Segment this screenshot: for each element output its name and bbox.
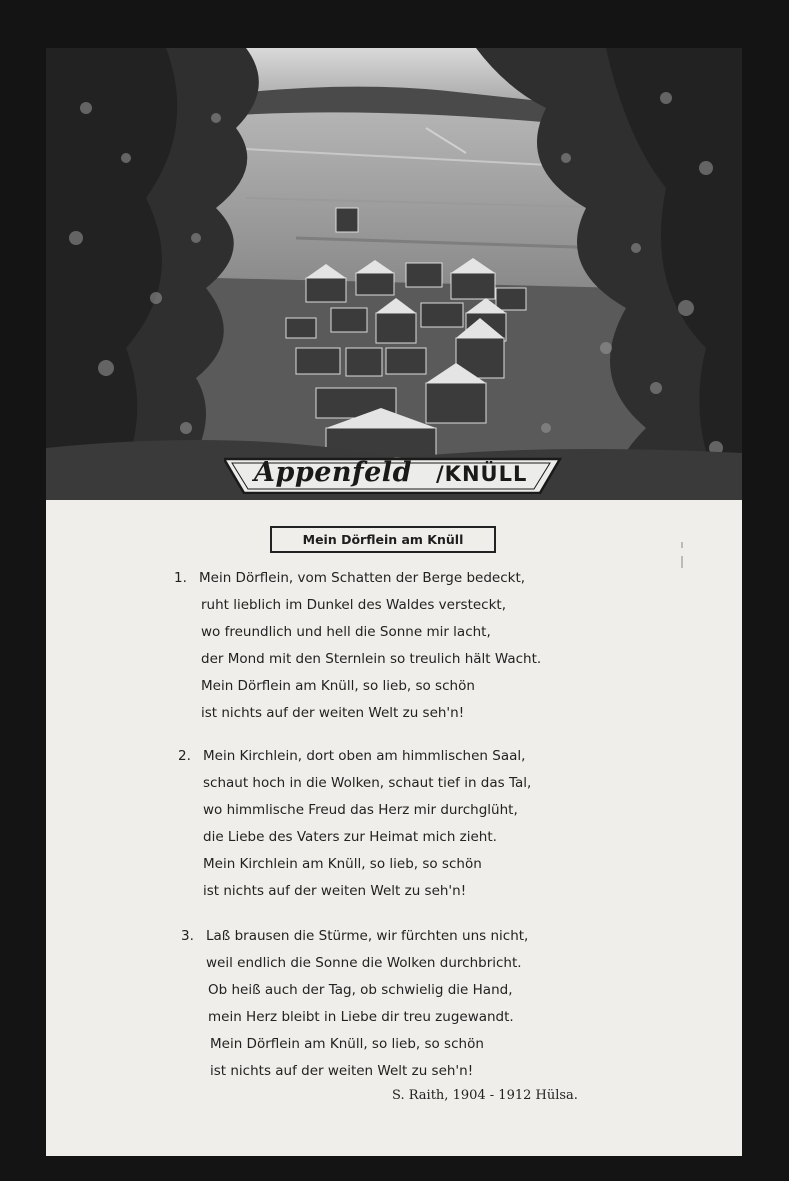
verse-line: Mein Dörflein am Knüll, so lieb, so schön	[210, 1036, 484, 1052]
verse-line: die Liebe des Vaters zur Heimat mich zieht.	[203, 829, 497, 845]
verse-line: Mein Kirchlein, dort oben am himmlischen Saal,	[203, 748, 526, 764]
stanza-number: 1.	[174, 570, 187, 586]
verse-line: ist nichts auf der weiten Welt zu seh'n!	[203, 883, 467, 899]
author-credit: S. Raith, 1904 - 1912 Hülsa.	[392, 1088, 578, 1103]
banner-separator: /	[436, 462, 445, 486]
banner-region-name: KNÜLL	[444, 462, 528, 486]
verse-line: Mein Dörflein, vom Schatten der Berge bedeckt,	[199, 570, 526, 586]
verse-line: weil endlich die Sonne die Wolken durchbricht.	[206, 955, 522, 971]
song-title: Mein Dörflein am Knüll	[270, 526, 496, 553]
stanza-number: 2.	[178, 748, 191, 764]
postcard	[46, 48, 742, 1156]
verse-line: ist nichts auf der weiten Welt zu seh'n!	[210, 1063, 474, 1079]
verse-line: Ob heiß auch der Tag, ob schwielig die Hand,	[208, 982, 513, 998]
verse-line: ist nichts auf der weiten Welt zu seh'n!	[201, 705, 465, 721]
pencil-mark	[680, 540, 684, 570]
banner-place-name: Appenfeld	[254, 457, 412, 488]
song-text	[46, 500, 742, 1156]
banner-region	[436, 462, 527, 486]
verse-line: wo freundlich und hell die Sonne mir lacht,	[201, 624, 491, 640]
village-photo	[46, 48, 742, 500]
verse-line: Mein Kirchlein am Knüll, so lieb, so schön	[203, 856, 482, 872]
verse-line: der Mond mit den Sternlein so treulich hält Wacht.	[201, 651, 542, 667]
verse-line: ruht lieblich im Dunkel des Waldes versteckt,	[201, 597, 506, 613]
verse-line: wo himmlische Freud das Herz mir durchglüht,	[203, 802, 518, 818]
verse-line: Mein Dörflein am Knüll, so lieb, so schön	[201, 678, 475, 694]
verse-line: Laß brausen die Stürme, wir fürchten uns nicht,	[206, 928, 529, 944]
verse-line: mein Herz bleibt in Liebe dir treu zugewandt.	[208, 1009, 514, 1025]
verse-line: schaut hoch in die Wolken, schaut tief in das Tal,	[203, 775, 532, 791]
place-name-banner	[224, 456, 564, 494]
stanza-number: 3.	[181, 928, 194, 944]
village-photo-image	[46, 48, 742, 500]
